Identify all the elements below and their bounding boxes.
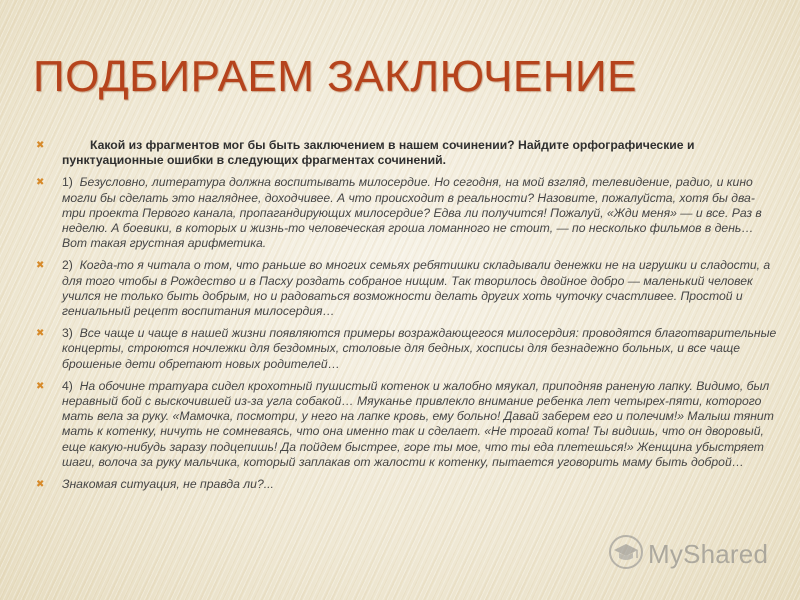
watermark-text: MyShared <box>648 538 769 569</box>
graduation-cap-icon <box>608 534 644 575</box>
intro-text: Какой из фрагментов мог бы быть заключением в нашем сочинении? Найдите орфографические и пунктуационные ошибки в следующих фрагментах сочинений. <box>62 138 695 168</box>
bullet-icon: ✖ <box>36 177 45 189</box>
bullet-icon: ✖ <box>36 328 45 340</box>
fragment-body: Все чаще и чаще в нашей жизни появляются примеры возраждающегося милосердия: проводятся благотварительные концерты, строются ночлежки для бездомных, столовые для бедных, хосписы для безнадежно больных, и все чаще брошеные дети обретают новых родителей… <box>62 326 777 371</box>
fragment-text <box>62 326 778 372</box>
intro-item <box>36 138 778 168</box>
fragment-text <box>62 379 778 470</box>
bullet-icon: ✖ <box>36 140 45 151</box>
fragment-item <box>36 379 778 470</box>
fragment-number: 1) <box>62 175 73 190</box>
fragment-body: Когда-то я читала о том, что раньше во многих семьях ребятишки складывали денежки не на игрушки и сладости, а для того чтобы в Рождество и в Пасху роздать собраное нищим. Так творилось двойное добро — маленький человек учился не только быть добрым, но и радоваться возможности делать других хоть чуточку счастливее. Простой и гениальный рецепт воспитания милосердия… <box>62 258 771 319</box>
fragment-text <box>62 175 778 251</box>
fragment-item <box>36 258 778 319</box>
watermark-logo <box>608 536 768 572</box>
fragment-item <box>36 175 778 251</box>
fragment-number: 4) <box>62 378 73 393</box>
closing-item <box>36 477 778 492</box>
fragment-body: Безусловно, литература должна воспитывать милосердие. Но сегодня, на мой взгляд, телевидение, радио, и кино могли бы сделать это нагляднее, доходчивее. А что происходит в реальности? Назовите, пожалуйста, хотя бы два-три проекта Первого канала, пропагандирующих милосердие? Едва ли получится! Пожалуй, «Жди меня» — и все. Раз в неделю. А боевики, в которых и жизнь-то человеческая гроша ломанного не стоит, — по несколько фильмов в день… Вот такая грустная арифметика. <box>62 175 762 251</box>
fragment-number: 2) <box>62 258 73 273</box>
slide-content <box>36 138 778 499</box>
slide-title: ПОДБИРАЕМ ЗАКЛЮЧЕНИЕ <box>33 52 637 101</box>
bullet-icon: ✖ <box>36 260 45 272</box>
fragment-number: 3) <box>62 326 73 341</box>
bullet-icon: ✖ <box>36 380 45 392</box>
fragment-item <box>36 326 778 372</box>
fragment-body: На обочине тратуара сидел крохотный пушистый котенок и жалобно мяукал, приподняв раненую лапку. Видимо, был неравный бой с выскочившей из-за угла собакой… Мяуканье привлекло внимание ребенка лет четырех-пяти, которого мать вела за руку. «Мамочка, посмотри, у него на лапке кровь, ему больно! Давай заберем его и полечим!» Малыш тянит мать к котенку, ничуть не сомневаясь, что она именно так и сделает. «Не трогай кота! Ты видишь, что он дворовый, еще какую-нибудь заразу подцепишь! Да пойдем быстрее, горе ты мое, что ты еда плетешься!» Женщина убыстряет шаги, волоча за руку мальчика, который заплакав от жалости к котенку, пытается уговорить маму быть доброй… <box>62 378 774 469</box>
fragment-text <box>62 258 778 319</box>
closing-text: Знакомая ситуация, не правда ли?... <box>62 477 274 492</box>
bullet-icon: ✖ <box>36 479 45 491</box>
